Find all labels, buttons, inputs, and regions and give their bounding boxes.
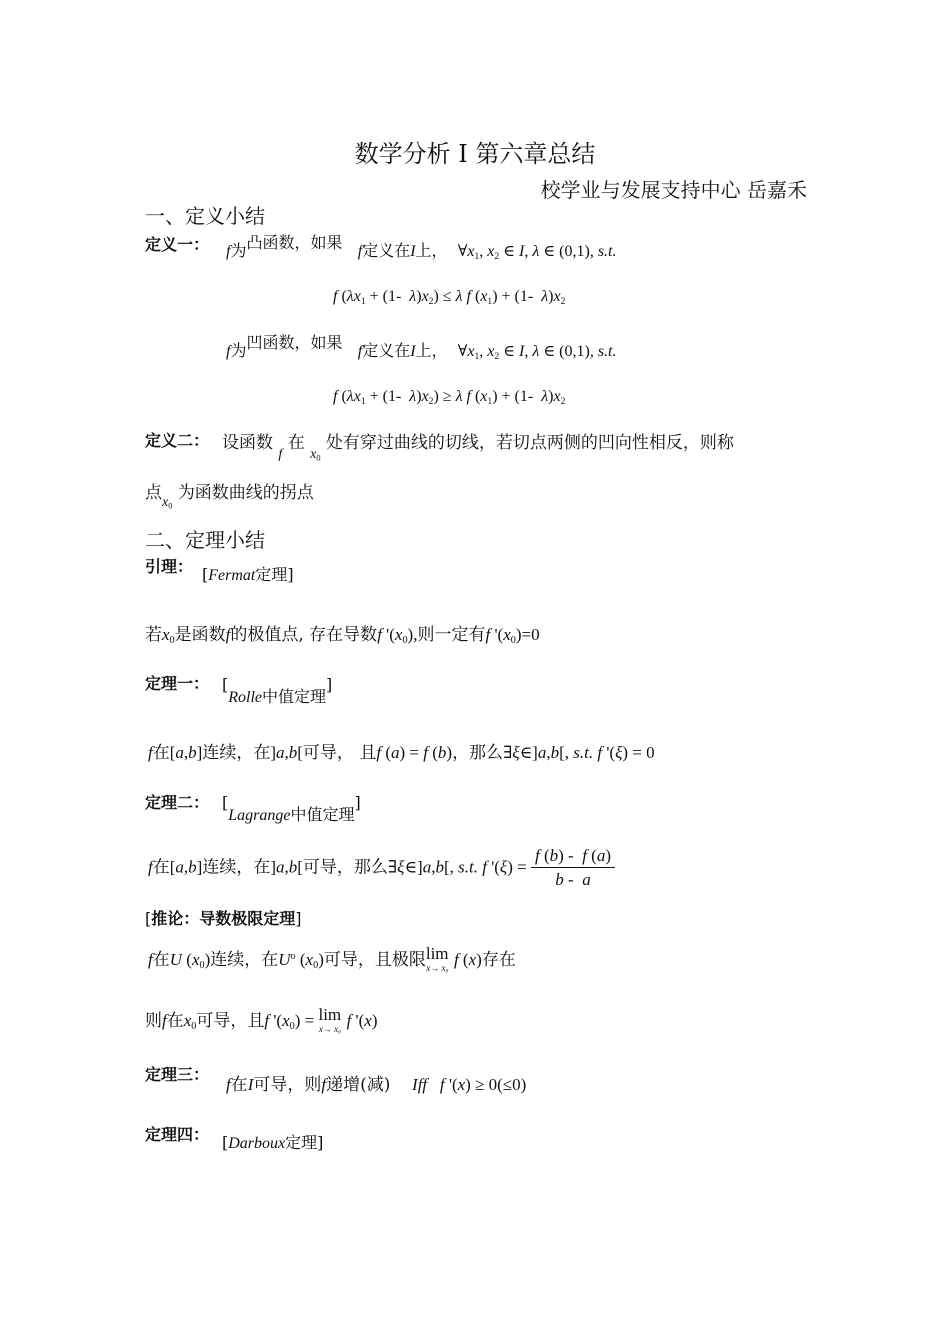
- lemma-name: [Fermat定理]: [202, 565, 294, 584]
- section-heading-definitions: 一、定义小结: [145, 204, 265, 228]
- thm1-name: [Rolle中值定理]: [222, 675, 333, 706]
- lemma-label: 引理：: [145, 557, 194, 576]
- def2-text-line1: 设函数 $_f$ 在 $_{x_0}$ 处有穿过曲线的切线，若切点两侧的凹向性相反，则称: [222, 433, 734, 463]
- thm2-name: [Lagrange中值定理]: [222, 793, 361, 824]
- def1-concave-line: f为凹函数，如果 f定义在I上， $\forall x_1$, $x_2$ ∈ I, λ ∈ (0,1), s.t.: [226, 333, 617, 362]
- corollary-line2: 则f在$x_0$可导，且f '$(x_0) = \lim$ $x\to x_0$ f '(x): [145, 1005, 378, 1036]
- def2-label: 定义二：: [145, 431, 210, 450]
- thm3-label: 定理三：: [145, 1065, 210, 1084]
- thm1-statement: f在[a,b]连续，在]a,b[可导， 且f (a) = f (b)，那么∃ξ∈]a,b[, s.t. f '(ξ) = 0: [148, 743, 655, 763]
- def1-convex-line: f为凸函数，如果 f定义在I上， $\forall x_1$, $x_2$ ∈ I, λ ∈ (0,1), s.t.: [226, 233, 617, 262]
- thm3-statement: f在I可导，则f递增(减) Iff f '(x) ≥ 0(≤0): [226, 1075, 527, 1095]
- corollary-line1: f在U $(x_0)$连续，在$U^o$ $(x_0)$可导，且极限lim $x\to x_0$ f (x)存在: [148, 944, 516, 975]
- def2-text-line2: 点$_{x_0}$ 为函数曲线的拐点: [145, 483, 314, 511]
- thm2-statement: f在[a,b]连续，在]a,b[可导，那么∃ξ∈]a,b[, s.t. f '(ξ) = $\frac{f (b) - f (a)}{b - a}$: [148, 846, 615, 890]
- corollary-label: [推论：导数极限定理]: [145, 909, 302, 928]
- author-line: 校学业与发展支持中心 岳嘉禾: [540, 178, 807, 202]
- thm4-name: [Darboux定理]: [222, 1133, 324, 1152]
- thm1-label: 定理一：: [145, 674, 210, 693]
- lemma-statement: 若$x_0$是函数f的极值点, 存在导数f '$(x_0)$,则一定有f '$(x_0)=0$: [145, 625, 540, 647]
- thm2-label: 定理二：: [145, 793, 210, 812]
- page-title: 数学分析 I 第六章总结: [354, 140, 596, 168]
- thm4-label: 定理四：: [145, 1125, 210, 1144]
- section-heading-theorems: 二、定理小结: [145, 528, 265, 552]
- def1-convex-inequality: f ($\lambda x_1 + (1-$ $\lambda)x_2) \le \lambda$ f $(x_1) + (1-$ $\lambda)x_2$: [333, 288, 566, 307]
- def1-concave-inequality: f ($\lambda x_1 + (1-$ $\lambda)x_2) \ge \lambda$ f $(x_1) + (1-$ $\lambda)x_2$: [333, 388, 566, 407]
- def1-label: 定义一：: [145, 235, 210, 254]
